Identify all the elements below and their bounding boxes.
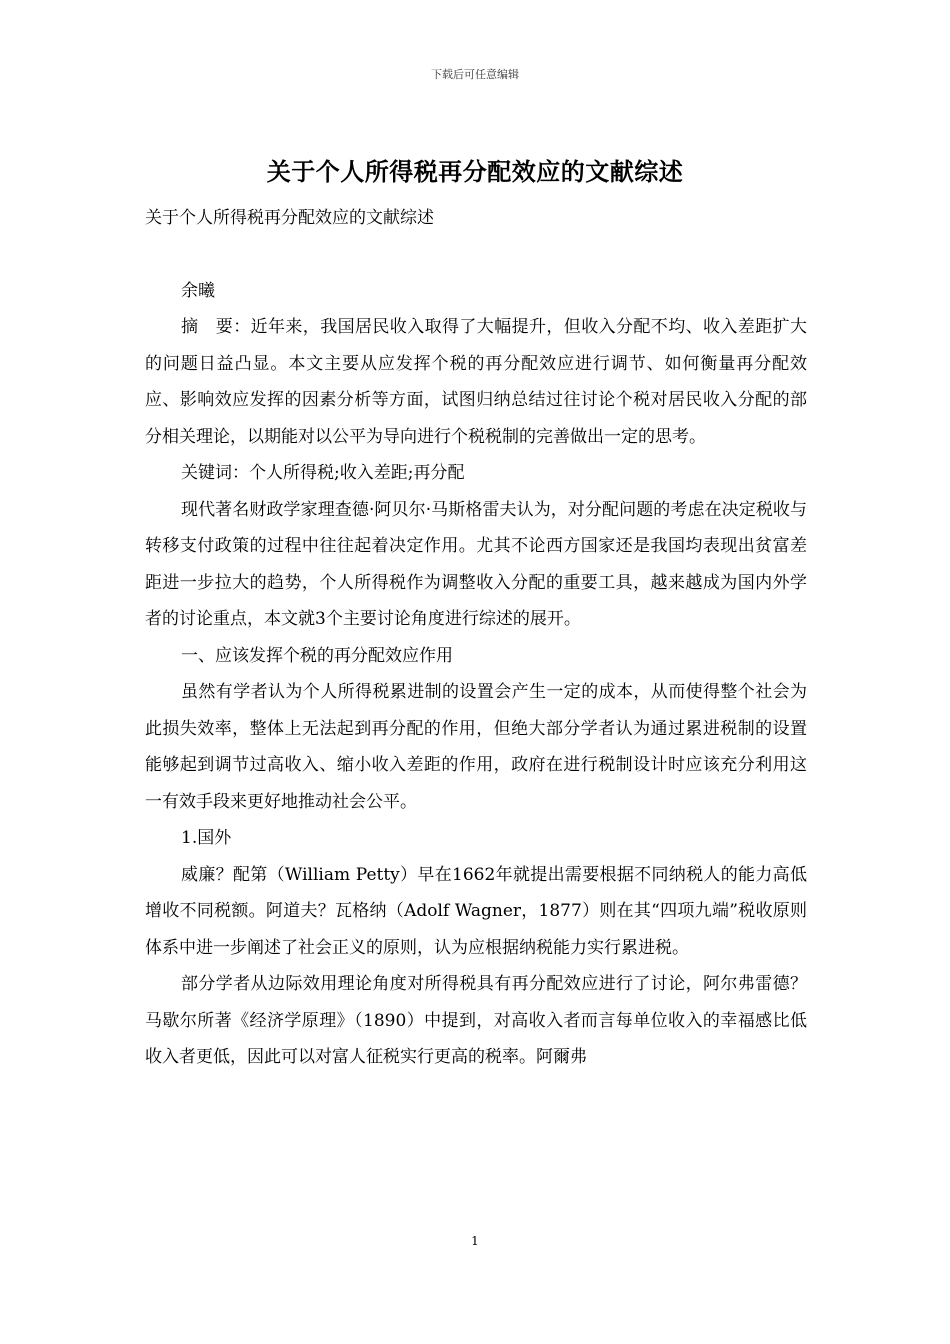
document-title: 关于个人所得税再分配效应的文献综述 <box>266 157 684 186</box>
page-header: 下载后可任意编辑 <box>431 68 519 81</box>
section-heading: 一、应该发挥个税的再分配效应作用 <box>181 645 453 666</box>
body-paragraph: 部分学者从边际效用理论角度对所得税具有再分配效应进行了讨论，阿尔弗雷德？马歇尔所著《经济学原理》（1890）中提到，对高收入者而言每单位收入的幸福感比低收入者更低，因此可以对富人征税实行更高的税率。阿爾弗 <box>145 974 807 1067</box>
body-paragraph: 虽然有学者认为个人所得税累进制的设置会产生一定的成本，从而使得整个社会为此损失效率，整体上无法起到再分配的作用，但绝大部分学者认为通过累进税制的设置能够起到调节过高收入、缩小收入差距的作用，政府在进行税制设计时应该充分利用这一有效手段来更好地推动社会公平。 <box>145 682 807 812</box>
page-number: 1 <box>471 1234 479 1248</box>
body-paragraph: 威廉？配第（William Petty）早在1662年就提出需要根据不同纳税人的能力高低增收不同税额。阿道夫？瓦格纳（Adolf Wagner，1877）则在其“四项九端”税收原则体系中进一步阐述了社会正义的原则，认为应根据纳税能力实行累进税。 <box>145 864 807 958</box>
subsection-heading: 1.国外 <box>181 828 232 848</box>
body-paragraph: 现代著名财政学家理查德·阿贝尔·马斯格雷夫认为，对分配问题的考虑在决定税收与转移支付政策的过程中往往起着决定作用。尤其不论西方国家还是我国均表现出贫富差距进一步拉大的趋势，个人所得税作为调整收入分配的重要工具，越来越成为国内外学者的讨论重点，本文就3个主要讨论角度进行综述的展开。 <box>145 499 807 629</box>
abstract-paragraph: 摘 要：近年来，我国居民收入取得了大幅提升，但收入分配不均、收入差距扩大的问题日益凸显。本文主要从应发挥个税的再分配效应进行调节、如何衡量再分配效应、影响效应发挥的因素分析等方面，试图归纳总结过往讨论个税对居民收入分配的部分相关理论，以期能对以公平为导向进行个税税制的完善做出一定的思考。 <box>145 317 807 447</box>
document-body <box>145 200 807 1076</box>
keywords-paragraph: 关键词：个人所得税;收入差距;再分配 <box>181 463 465 483</box>
document-subtitle: 关于个人所得税再分配效应的文献综述 <box>145 208 434 228</box>
author-name: 余曦 <box>181 280 215 301</box>
